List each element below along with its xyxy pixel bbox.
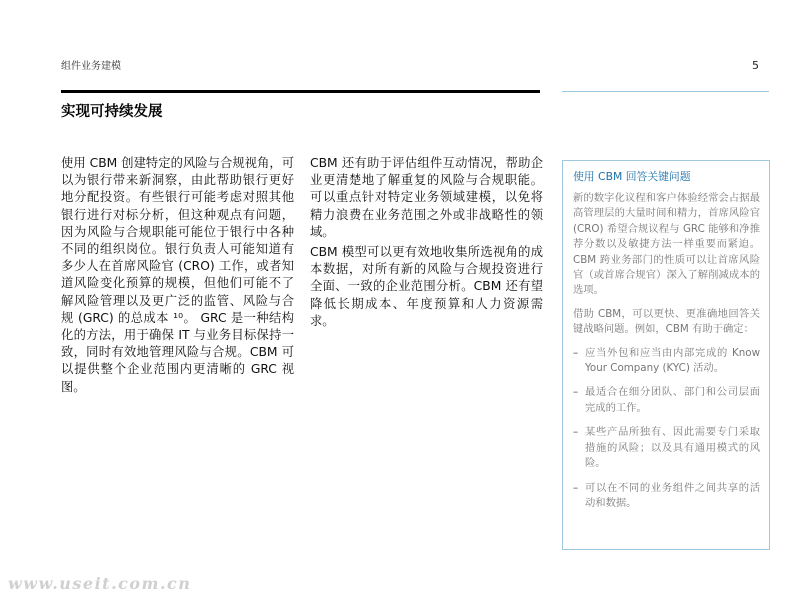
list-item: [573, 346, 760, 377]
dash-icon: –: [573, 386, 579, 399]
watermark: www.useit.com.cn: [8, 574, 192, 593]
list-item-text: 应当外包和应当由内部完成的 Know Your Company (KYC) 活动。: [585, 346, 760, 375]
sidebar-paragraph-1: 新的数字化议程和客户体验经常会占据最高管理层的大量时间和精力，首席风险官 (CRO) 希望合规议程与 GRC 能够和净推荐分数以及敏捷方法一样重要而紧迫。CBM 跨业务部门的性质可以让首席风险官（或首席合规官）深入了解削减成本的选项。: [573, 192, 760, 297]
list-item-text: 某些产品所独有、因此需要专门采取措施的风险；以及具有通用模式的风险。: [585, 426, 760, 470]
section-title: 实现可持续发展: [61, 104, 163, 120]
column2-paragraph-2: CBM 模型可以更有效地收集所选视角的成本数据，对所有新的风险与合规投资进行全面、一致的企业范围分析。CBM 还有望降低长期成本、年度预算和人力资源需求。: [310, 245, 543, 328]
list-item: [573, 385, 760, 416]
list-item: [573, 425, 760, 471]
dash-icon: –: [573, 426, 579, 439]
list-item-text: 可以在不同的业务组件之间共享的活动和数据。: [585, 481, 760, 509]
page-number: 5: [752, 59, 759, 72]
body-column-1: [61, 155, 294, 399]
title-rule: [61, 90, 540, 93]
list-item: [573, 481, 760, 512]
sidebar-title: 使用 CBM 回答关键问题: [573, 170, 691, 183]
dash-icon: –: [573, 346, 579, 359]
sidebar-paragraph-2: 借助 CBM，可以更快、更准确地回答关键战略问题。例如，CBM 有助于确定：: [573, 307, 760, 336]
column1-paragraph-1: 使用 CBM 创建特定的风险与合规视角，可以为银行带来新洞察，由此帮助银行更好地分配投资。有些银行可能考虑对照其他银行进行对标分析，但这种观点有问题，因为风险与合规职能可能位于银行中各种不同的组织岗位。银行负责人可能知道有多少人在首席风险官 (CRO) 工作，或者知道风险变化预算的规模，但他们可能不了解风险管理以及更广泛的监管、风险与合规 (GRC) 的总成本 ¹⁰。 GRC 是一种结构化的方法，用于确保 IT 与业务目标保持一致，同时有效地管理风险与合规。CBM 可以提供整个企业范围内更清晰的 GRC 视图。: [61, 156, 294, 394]
dash-icon: –: [573, 481, 579, 494]
list-item-text: 最适合在细分团队、部门和公司层面完成的工作。: [585, 386, 760, 414]
sidebar-box: [562, 160, 770, 550]
column2-paragraph-1: CBM 还有助于评估组件互动情况，帮助企业更清楚地了解重复的风险与合规职能。可以重点针对特定业务领域建模，以免将精力浪费在业务范围之外或非战略性的领域。: [310, 156, 543, 239]
sidebar-top-rule: [562, 91, 769, 92]
body-column-2: [310, 155, 543, 333]
sidebar-bullet-list: [573, 346, 760, 512]
running-header: 组件业务建模: [61, 61, 121, 72]
